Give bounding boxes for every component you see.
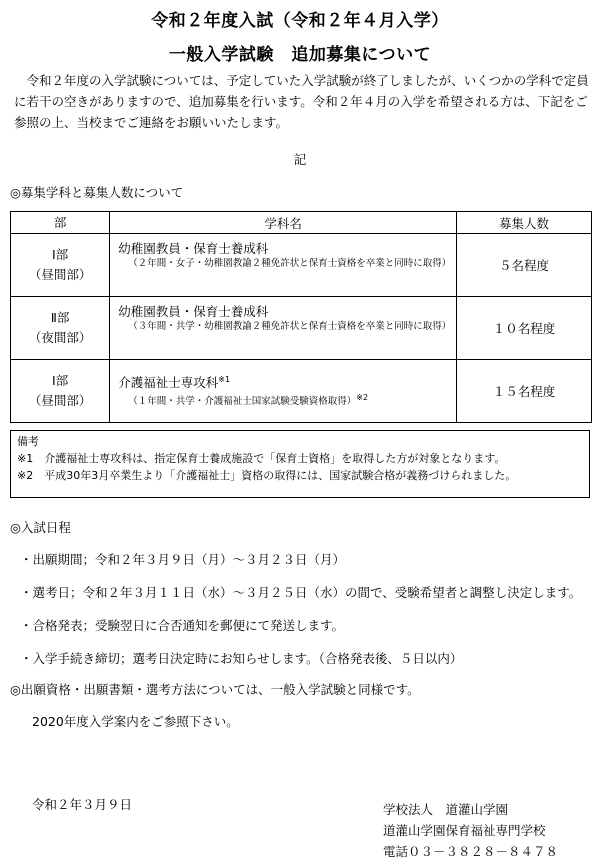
program-note: （１年間・共学・介護福祉士国家試験受験資格取得） [128,396,357,408]
row-program [110,297,457,360]
row-count: ５名程度 [456,234,591,297]
dept-label: Ⅰ部 [52,247,69,262]
program-name-line [118,373,456,391]
table-row [11,234,592,297]
dept-label: Ⅰ部 [52,373,69,388]
row-dept [11,234,110,297]
issuer-corporation: 学校法人 道灌山学園 [383,802,509,817]
section-eligibility-heading: ◎出願資格・出願書類・選考方法については、一般入学試験と同様です。 [10,682,420,697]
guide-text: 2020年度入学案内をご参照下さい。 [32,714,239,729]
schedule-item: ・合格発表；受験翌日に合否通知を郵便にて発送します。 [20,618,345,633]
program-name: 幼稚園教員・保育士養成科 [118,241,269,256]
row-program [110,234,457,297]
program-note-line [118,391,456,409]
note-footnote-mark: ※2 [356,392,369,402]
table-header-row [11,212,592,234]
row-dept [11,360,110,423]
dept-sublabel: （昼間部） [28,393,92,408]
issue-date: 令和２年３月９日 [32,797,133,812]
title-line-1: 令和２年度入試（令和２年４月入学） [151,11,449,31]
row-count: １５名程度 [456,360,591,423]
note-1: ※1 介護福祉士専攻科は、指定保育士養成施設で「保育士資格」を取得した方が対象となります。 [17,452,506,465]
issuer-phone: 電話０３－３８２８－８４７８ [383,844,559,859]
ki-heading: 記 [293,152,307,167]
program-note: （２年間・女子・幼稚園教諭２種免許状と保育士資格を卒業と同時に取得） [128,258,452,269]
row-dept [11,297,110,360]
program-footnote-mark: ※1 [218,374,231,384]
table-row [11,360,592,423]
intro-paragraph: 令和２年度の入学試験については、予定していた入学試験が終了しましたが、いくつかの学科で定員に若干の空きがありますので、追加募集を行います。令和２年４月の入学を希望される方は、下記をご参照の上、当校までご連絡をお願いいたします。 [14,73,589,130]
row-count: １０名程度 [456,297,591,360]
header-count: 募集人数 [456,212,591,234]
dept-label: Ⅱ部 [50,310,70,325]
header-program: 学科名 [110,212,457,234]
dept-sublabel: （夜間部） [28,330,92,345]
schedule-item: ・選考日；令和２年３月１１日（水）～３月２５日（水）の間で、受験希望者と調整し決定します。 [20,585,582,600]
program-name: 介護福祉士専攻科 [118,374,219,390]
header-dept: 部 [11,212,110,234]
notes-heading: 備考 [17,435,39,448]
recruitment-table [10,211,592,423]
note-2: ※2 平成30年3月卒業生より「介護福祉士」資格の取得には、国家試験合格が義務づけられました。 [17,469,517,482]
title-line-2: 一般入学試験 追加募集について [168,45,432,65]
program-name: 幼稚園教員・保育士養成科 [118,304,269,319]
table-row [11,297,592,360]
section-recruitment-heading: ◎募集学科と募集人数について [10,185,184,200]
program-note: （３年間・共学・幼稚園教諭２種免許状と保育士資格を卒業と同時に取得） [128,321,452,332]
schedule-item: ・入学手続き締切；選考日決定時にお知らせします。（合格発表後、５日以内） [20,651,463,666]
issuer-school: 道灌山学園保育福祉専門学校 [383,823,546,838]
dept-sublabel: （昼間部） [28,267,92,282]
section-schedule-heading: ◎入試日程 [10,520,71,535]
schedule-item: ・出願期間；令和２年３月９日（月）～３月２３日（月） [20,552,346,567]
notes-box [10,430,590,498]
row-program [110,360,457,423]
